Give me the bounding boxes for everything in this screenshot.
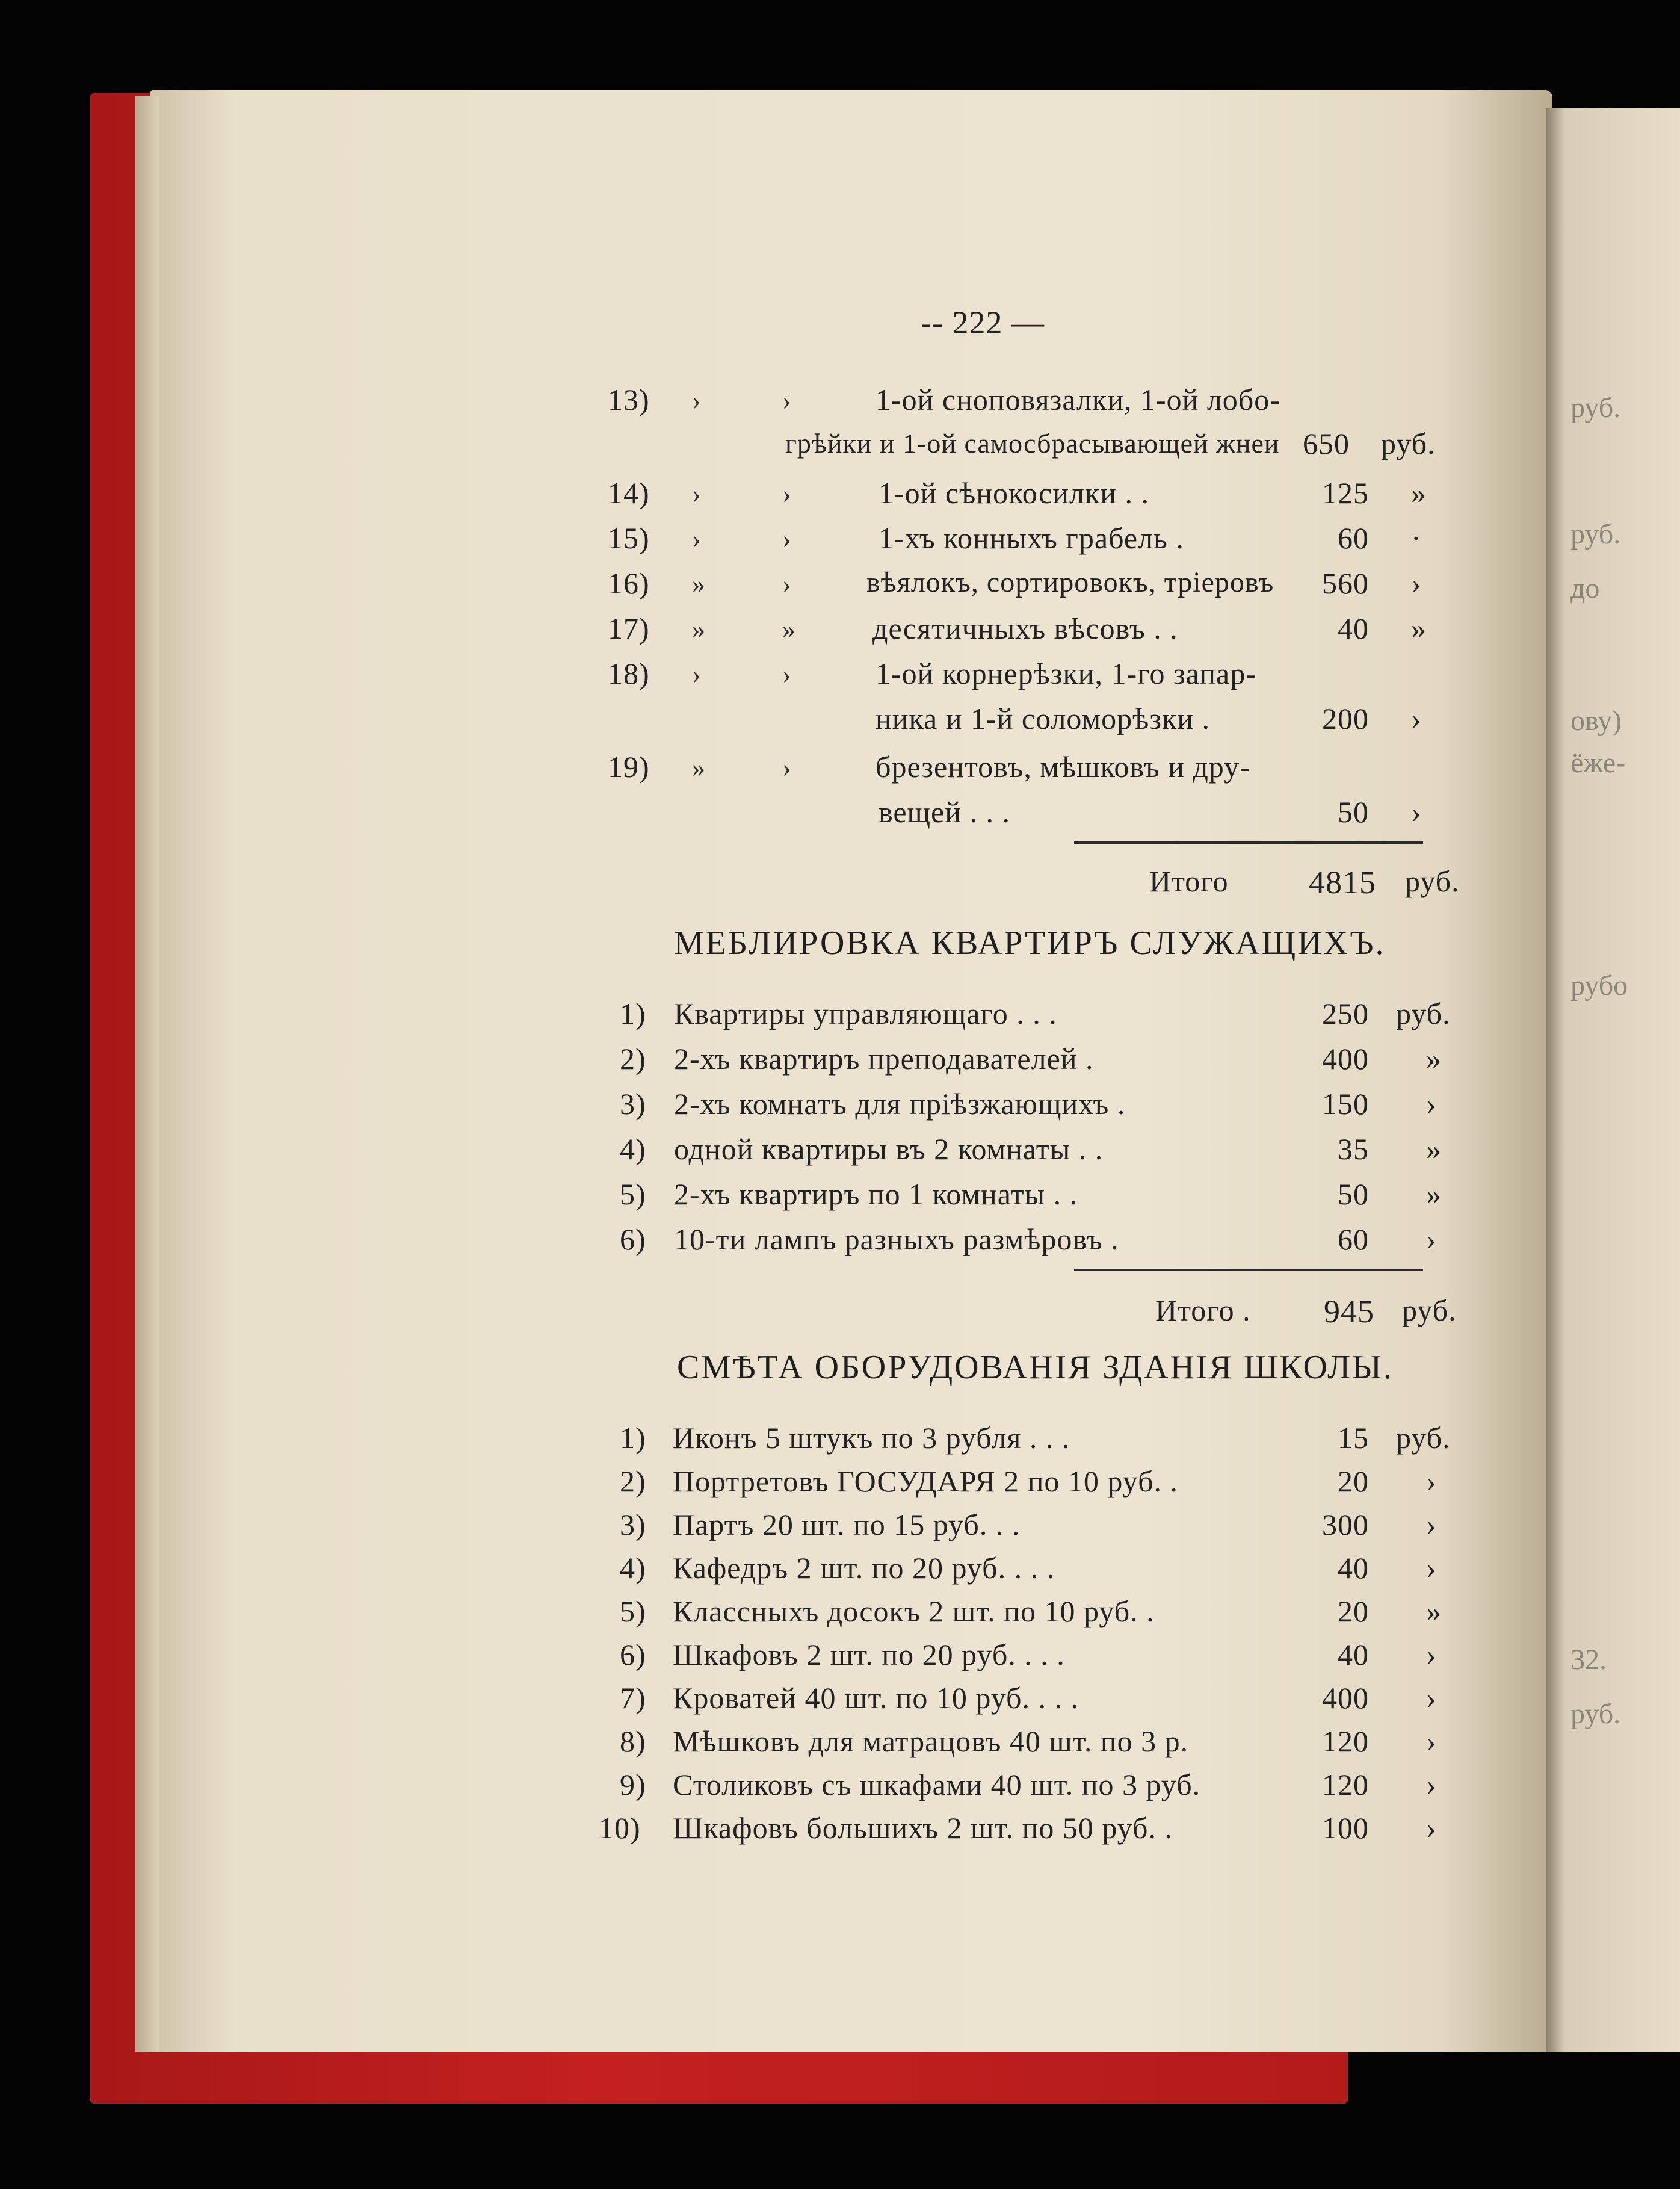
item-number: 5) <box>620 1177 646 1211</box>
ditto-mark: › <box>782 386 792 415</box>
item-number: 5) <box>620 1594 646 1628</box>
item-amount: 60 <box>1338 1222 1369 1256</box>
ditto-mark: › <box>782 660 792 689</box>
ditto-mark: » <box>782 615 796 644</box>
item-text: 1-ой сѣнокосилки . . <box>879 476 1149 510</box>
item-number: 2) <box>620 1464 646 1498</box>
item-unit: › <box>1426 1681 1437 1715</box>
item-amount: 250 <box>1322 997 1369 1030</box>
item-unit: » <box>1426 1042 1442 1076</box>
item-text: Шкафовъ 2 шт. по 20 руб. . . . <box>673 1638 1065 1671</box>
ditto-mark: » <box>692 569 706 599</box>
item-text: Портретовъ ГОСУДАРЯ 2 по 10 руб. . <box>673 1464 1179 1498</box>
item-text: Иконъ 5 штукъ по 3 рубля . . . <box>673 1421 1070 1455</box>
item-amount: 20 <box>1338 1594 1369 1628</box>
ditto-mark: › <box>692 386 702 415</box>
item-text: 1-хъ конныхъ грабель . <box>879 521 1184 555</box>
ghost-text: ову) <box>1570 705 1622 737</box>
item-amount: 40 <box>1338 1551 1369 1585</box>
item-unit: руб. <box>1396 1421 1451 1455</box>
item-number: 15) <box>608 521 650 555</box>
item-text: десятичныхъ вѣсовъ . . <box>872 611 1178 645</box>
ditto-mark: › <box>692 660 702 689</box>
total-amount: 945 <box>1324 1293 1374 1330</box>
item-amount: 150 <box>1322 1087 1369 1121</box>
item-amount: 200 <box>1322 702 1369 735</box>
item-text: Партъ 20 шт. по 15 руб. . . <box>673 1508 1021 1541</box>
item-text: Кафедръ 2 шт. по 20 руб. . . . <box>673 1551 1055 1585</box>
sum-rule <box>1074 1269 1423 1271</box>
item-text: ника и 1-й соломорѣзки . <box>876 702 1211 735</box>
item-unit: руб. <box>1396 997 1451 1030</box>
item-unit: › <box>1426 1087 1437 1121</box>
item-amount: 400 <box>1322 1681 1369 1715</box>
item-unit: › <box>1411 795 1422 829</box>
item-amount: 50 <box>1338 1177 1369 1211</box>
item-amount: 35 <box>1338 1132 1369 1166</box>
item-unit: › <box>1411 702 1422 735</box>
item-text: 10-ти лампъ разныхъ размѣровъ . <box>674 1222 1119 1256</box>
item-number: 10) <box>599 1811 641 1845</box>
item-text: вѣялокъ, сортировокъ, тріеровъ <box>866 566 1274 598</box>
item-amount: 120 <box>1322 1768 1369 1801</box>
item-unit: » <box>1426 1132 1442 1166</box>
item-number: 6) <box>620 1638 646 1671</box>
ghost-text: 32. <box>1570 1644 1607 1676</box>
item-text: вещей . . . <box>879 795 1010 829</box>
item-amount: 15 <box>1338 1421 1369 1455</box>
item-number: 8) <box>620 1724 646 1758</box>
item-unit: › <box>1426 1768 1437 1801</box>
item-unit: › <box>1426 1464 1437 1498</box>
adjacent-page <box>1546 108 1680 2052</box>
item-number: 17) <box>608 611 650 645</box>
ghost-text: руб. <box>1570 518 1621 550</box>
item-text: 1-ой сноповязалки, 1-ой лобо- <box>876 383 1280 416</box>
item-number: 2) <box>620 1042 646 1076</box>
total-unit: руб. <box>1405 864 1460 898</box>
item-unit: · <box>1411 521 1422 555</box>
item-amount: 125 <box>1322 476 1369 510</box>
item-number: 16) <box>608 566 650 600</box>
item-number: 1) <box>620 997 646 1030</box>
item-text: Квартиры управляющаго . . . <box>674 997 1057 1030</box>
ghost-text: рубо <box>1570 970 1628 1002</box>
item-unit: руб. <box>1381 427 1436 460</box>
item-number: 14) <box>608 476 650 510</box>
page-edge <box>135 96 159 2052</box>
ditto-mark: › <box>782 479 792 509</box>
item-number: 6) <box>620 1222 646 1256</box>
item-unit: › <box>1411 566 1422 600</box>
item-unit: » <box>1411 611 1427 645</box>
ditto-mark: › <box>782 524 792 554</box>
item-amount: 100 <box>1322 1811 1369 1845</box>
item-amount: 300 <box>1322 1508 1369 1541</box>
item-unit: › <box>1426 1222 1437 1256</box>
item-number: 3) <box>620 1508 646 1541</box>
item-number: 3) <box>620 1087 646 1121</box>
item-number: 4) <box>620 1132 646 1166</box>
item-amount: 400 <box>1322 1042 1369 1076</box>
item-text: Столиковъ съ шкафами 40 шт. по 3 руб. <box>673 1768 1201 1801</box>
item-amount: 40 <box>1338 611 1369 645</box>
item-amount: 650 <box>1303 427 1350 460</box>
item-amount: 50 <box>1338 795 1369 829</box>
item-text: грѣйки и 1-ой самосбрасывающей жнеи <box>785 428 1280 459</box>
ditto-mark: › <box>692 479 702 509</box>
item-unit: › <box>1426 1638 1437 1671</box>
item-text: 2-хъ квартиръ по 1 комнаты . . <box>674 1177 1078 1211</box>
sum-rule <box>1074 841 1423 844</box>
ghost-text: руб. <box>1570 392 1621 424</box>
item-text: 1-ой корнерѣзки, 1-го запар- <box>876 657 1256 690</box>
total-label: Итого <box>1149 864 1229 898</box>
item-number: 1) <box>620 1421 646 1455</box>
item-unit: › <box>1426 1508 1437 1541</box>
total-unit: руб. <box>1402 1293 1457 1327</box>
ghost-text: руб. <box>1570 1698 1621 1730</box>
section-heading: СМѢТА ОБОРУДОВАНІЯ ЗДАНІЯ ШКОЛЫ. <box>677 1349 1394 1386</box>
item-number: 19) <box>608 750 650 784</box>
item-number: 7) <box>620 1681 646 1715</box>
item-number: 18) <box>608 657 650 690</box>
item-amount: 120 <box>1322 1724 1369 1758</box>
item-unit: » <box>1426 1177 1442 1211</box>
item-unit: › <box>1426 1811 1437 1845</box>
item-text: брезентовъ, мѣшковъ и дру- <box>876 750 1250 784</box>
item-unit: » <box>1426 1594 1442 1628</box>
item-unit: › <box>1426 1551 1437 1585</box>
total-label: Итого . <box>1155 1293 1251 1327</box>
item-number: 13) <box>608 383 650 416</box>
item-text: одной квартиры въ 2 комнаты . . <box>674 1132 1104 1166</box>
ditto-mark: › <box>782 753 792 782</box>
ditto-mark: » <box>692 753 706 782</box>
item-text: Кроватей 40 шт. по 10 руб. . . . <box>673 1681 1079 1715</box>
ditto-mark: » <box>692 615 706 644</box>
item-amount: 40 <box>1338 1638 1369 1671</box>
section-heading: МЕБЛИРОВКА КВАРТИРЪ СЛУЖАЩИХЪ. <box>674 924 1386 962</box>
item-amount: 20 <box>1338 1464 1369 1498</box>
item-amount: 60 <box>1338 521 1369 555</box>
ditto-mark: › <box>782 569 792 599</box>
item-number: 9) <box>620 1768 646 1801</box>
item-text: 2-хъ квартиръ преподавателей . <box>674 1042 1094 1076</box>
item-unit: › <box>1426 1724 1437 1758</box>
item-text: Мѣшковъ для матрацовъ 40 шт. по 3 р. <box>673 1724 1189 1758</box>
ghost-text: до <box>1570 572 1600 604</box>
item-amount: 560 <box>1322 566 1369 600</box>
ghost-text: ёже- <box>1570 747 1626 779</box>
item-text: Шкафовъ большихъ 2 шт. по 50 руб. . <box>673 1811 1173 1845</box>
item-unit: » <box>1411 476 1427 510</box>
item-text: 2-хъ комнатъ для пріѣзжающихъ . <box>674 1087 1126 1121</box>
item-text: Классныхъ досокъ 2 шт. по 10 руб. . <box>673 1594 1155 1628</box>
item-number: 4) <box>620 1551 646 1585</box>
ditto-mark: › <box>692 524 702 554</box>
page-number: -- 222 — <box>921 305 1045 341</box>
total-amount: 4815 <box>1309 864 1376 900</box>
